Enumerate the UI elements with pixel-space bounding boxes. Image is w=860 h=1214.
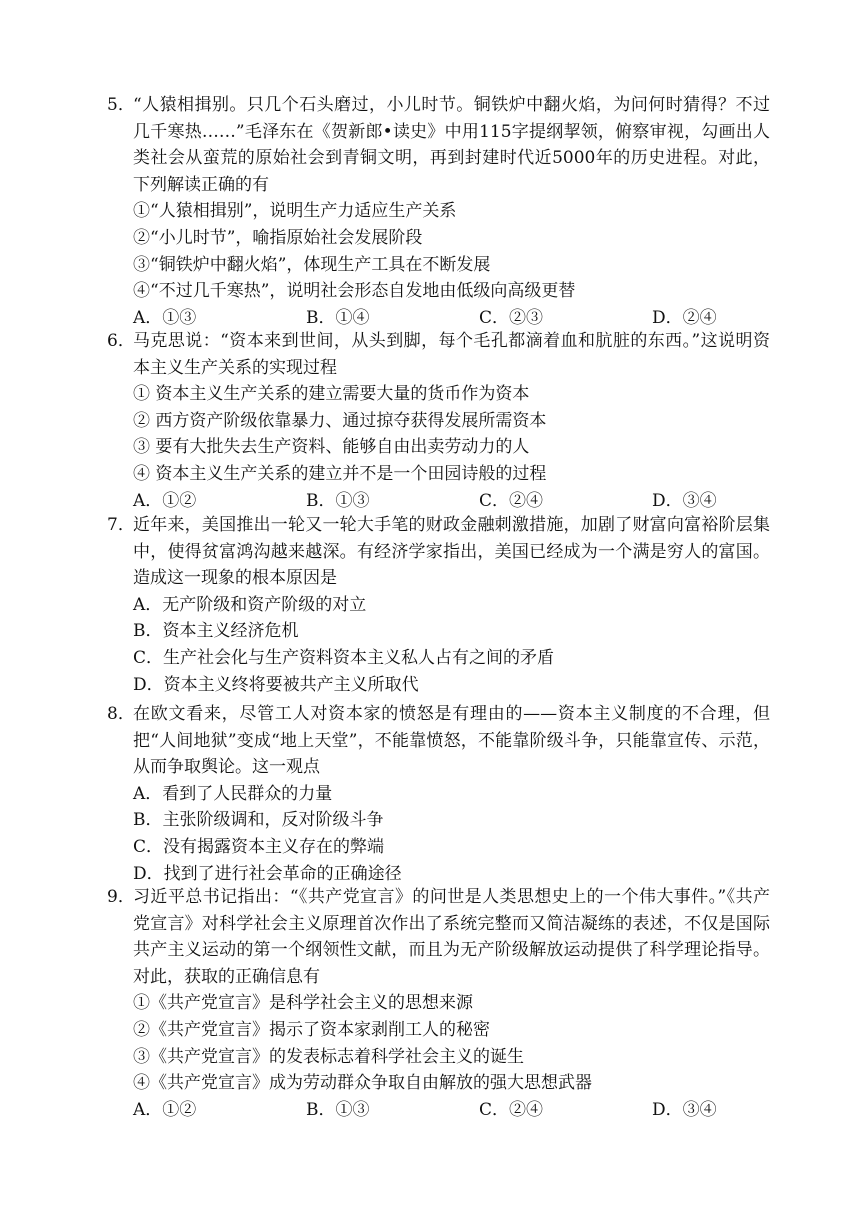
- question-text: 马克思说：“资本来到世间，从头到脚，每个毛孔都滴着血和肮脏的东西。”这说明资本主义生产关系的实现过程: [133, 331, 770, 378]
- question-stem: [0, 701, 860, 781]
- answer-option-b: B．①④: [306, 307, 370, 328]
- question-text: “人猿相揖别。只几个石头磨过，小儿时节。铜铁炉中翻火焰，为问何时猜得？不过几千寒热……”毛泽东在《贺新郎•读史》中用115字提纲挈领，俯察审视，勾画出人类社会从蛮荒的原始社会到青铜文明，再到封建时代近5000年的历史进程。对此，下列解读正确的有: [133, 95, 770, 195]
- question-stem: [0, 328, 860, 381]
- statement-item: ③《共产党宣言》的发表标志着科学社会主义的诞生: [133, 1046, 524, 1067]
- answer-option-b: B．主张阶级调和，反对阶级斗争: [133, 810, 384, 831]
- answer-option-d: D．③④: [652, 1099, 717, 1120]
- statement-item: ②《共产党宣言》揭示了资本家剥削工人的秘密: [133, 1019, 490, 1040]
- question-9: [0, 884, 860, 1123]
- answer-option-a: A．无产阶级和资产阶级的对立: [133, 594, 367, 615]
- question-stem: [0, 512, 860, 592]
- question-number: 7．: [107, 515, 135, 535]
- question-7: [0, 512, 860, 698]
- statement-item: ④“不过几千寒热”，说明社会形态自发地由低级向高级更替: [133, 281, 576, 302]
- answer-option-b: B．①③: [306, 490, 370, 511]
- statement-item: ② 西方资产阶级依靠暴力、通过掠夺获得发展所需资本: [133, 410, 547, 431]
- answer-option-c: C．②④: [479, 1099, 544, 1120]
- answer-option-d: D．②④: [652, 307, 717, 328]
- statement-item: ③ 要有大批失去生产资料、能够自由出卖劳动力的人: [133, 437, 530, 458]
- answer-option-c: C．生产社会化与生产资料资本主义私人占有之间的矛盾: [133, 647, 555, 668]
- question-6: [0, 328, 860, 514]
- answer-option-d: D．③④: [652, 490, 717, 511]
- answer-option-c: C．没有揭露资本主义存在的弊端: [133, 836, 385, 857]
- answer-option-d: D．资本主义终将要被共产主义所取代: [133, 674, 419, 695]
- answer-option-c: C．②④: [479, 490, 544, 511]
- question-stem: [0, 92, 860, 198]
- statement-item: ④ 资本主义生产关系的建立并不是一个田园诗般的过程: [133, 463, 547, 484]
- answer-options: [0, 488, 860, 515]
- question-text: 近年来，美国推出一轮又一轮大手笔的财政金融刺激措施，加剧了财富向富裕阶层集中，使得贫富鸿沟越来越深。有经济学家指出，美国已经成为一个满是穷人的富国。造成这一现象的根本原因是: [133, 515, 770, 589]
- question-text: 在欧文看来，尽管工人对资本家的愤怒是有理由的——资本主义制度的不合理，但把“人间地狱”变成“地上天堂”，不能靠愤怒，不能靠阶级斗争，只能靠宣传、示范，从而争取舆论。这一观点: [133, 704, 770, 778]
- statement-item: ④《共产党宣言》成为劳动群众争取自由解放的强大思想武器: [133, 1073, 592, 1094]
- answer-option-a: A．看到了人民群众的力量: [133, 783, 333, 804]
- question-5: [0, 92, 860, 331]
- question-number: 6．: [107, 331, 135, 351]
- question-8: [0, 701, 860, 887]
- answer-option-b: B．①③: [306, 1099, 370, 1120]
- question-number: 9．: [107, 887, 135, 907]
- answer-option-d: D．找到了进行社会革命的正确途径: [133, 863, 402, 884]
- answer-option-a: A．①②: [133, 490, 197, 511]
- answer-options: [0, 1097, 860, 1124]
- statement-item: ③“铜铁炉中翻火焰”，体现生产工具在不断发展: [133, 254, 491, 275]
- question-number: 5．: [107, 95, 135, 115]
- answer-option-a: A．①③: [133, 307, 197, 328]
- answer-option-b: B．资本主义经济危机: [133, 621, 299, 642]
- answer-option-a: A．①②: [133, 1099, 197, 1120]
- statement-item: ①“人猿相揖别”，说明生产力适应生产关系: [133, 201, 457, 222]
- question-stem: [0, 884, 860, 990]
- statement-item: ① 资本主义生产关系的建立需要大量的货币作为资本: [133, 384, 530, 405]
- answer-option-c: C．②③: [479, 307, 544, 328]
- statement-item: ②“小儿时节”，喻指原始社会发展阶段: [133, 227, 423, 248]
- statement-item: ①《共产党宣言》是科学社会主义的思想来源: [133, 993, 473, 1014]
- question-text: 习近平总书记指出：“《共产党宣言》的问世是人类思想史上的一个伟大事件。”《共产党宣言》对科学社会主义原理首次作出了系统完整而又简洁凝练的表述，不仅是国际共产主义运动的第一个纲领性文献，而且为无产阶级解放运动提供了科学理论指导。对此，获取的正确信息有: [133, 887, 770, 987]
- question-number: 8．: [107, 704, 135, 724]
